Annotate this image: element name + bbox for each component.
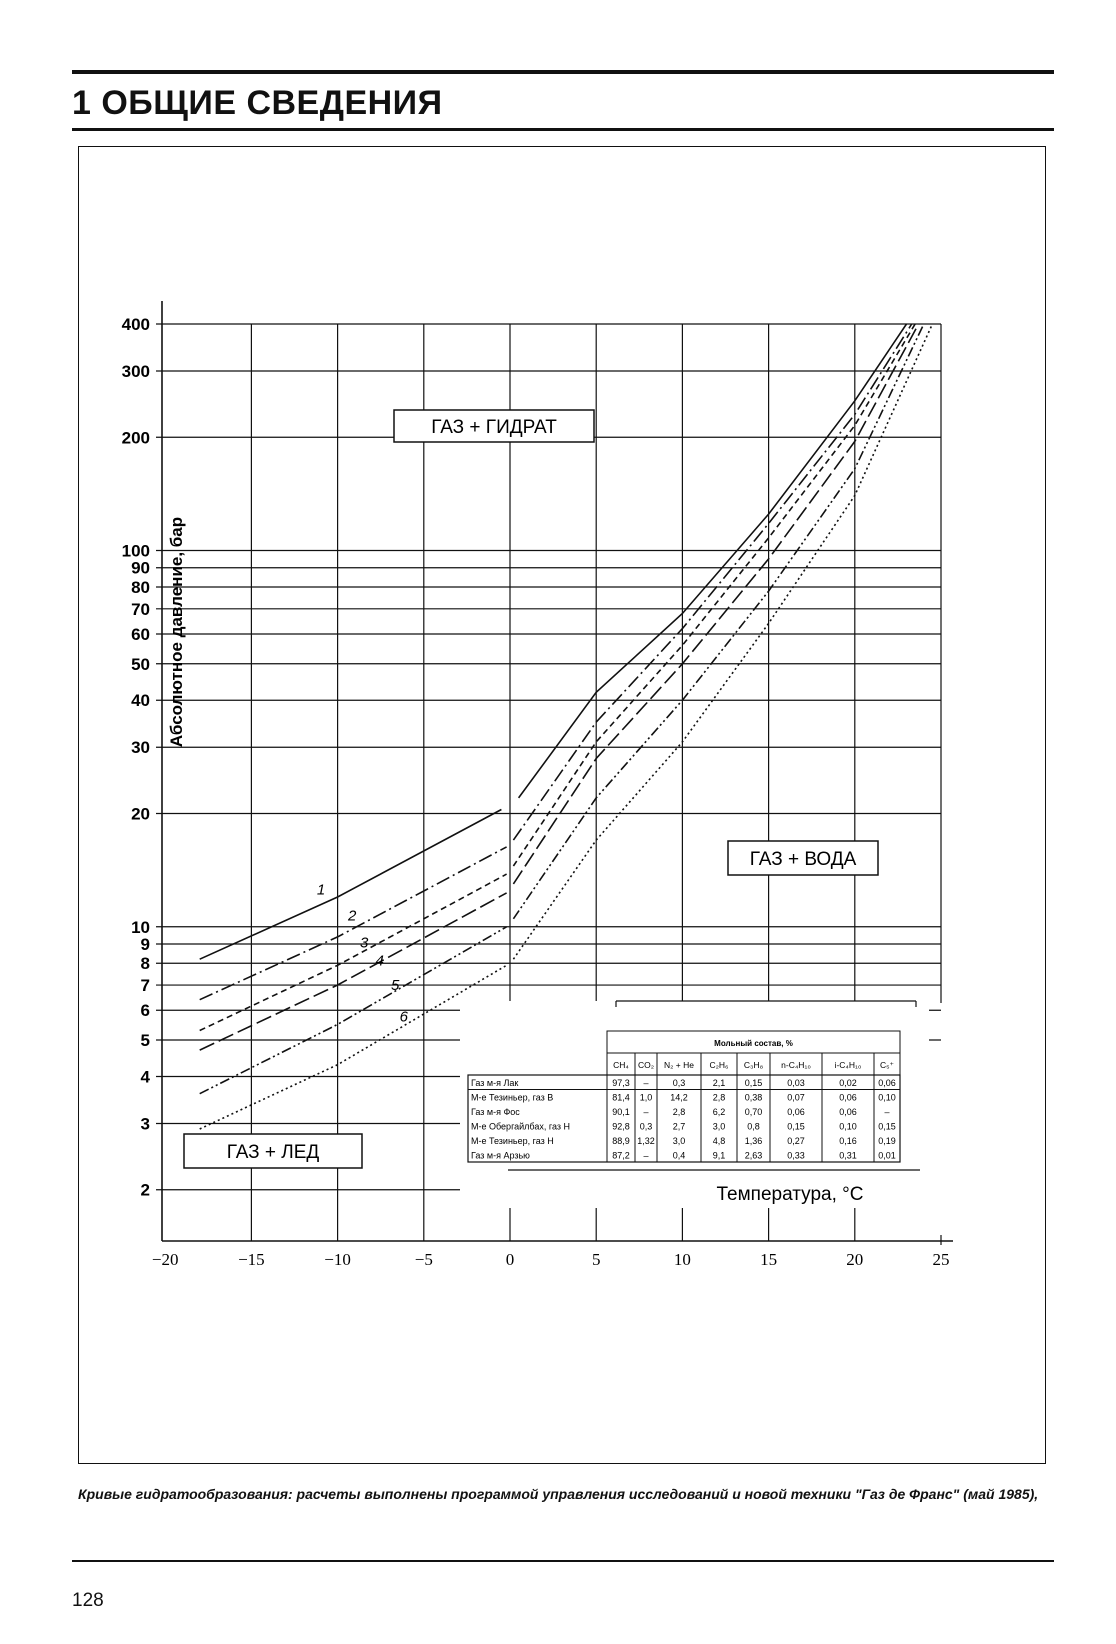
y-tick-label: 400 [121,315,150,334]
page-number: 128 [72,1590,104,1611]
table-super-header: Мольный состав, % [714,1039,793,1048]
hydrate-chart [78,146,1046,1464]
table-column-header: C₅⁺ [879,1060,895,1070]
table-column-header: C₃H₈ [743,1060,764,1070]
y-tick-label: 100 [121,541,150,561]
table-cell: 1,36 [744,1136,763,1146]
table-row-label: Газ м-я Фос [471,1107,520,1117]
y-tick-label: 3 [140,1114,150,1134]
table-backdrop [460,1001,929,1208]
table-cell: 14,2 [670,1092,688,1103]
table-cell: 0,8 [747,1121,760,1132]
table-cell: – [643,1150,649,1161]
figure-caption: Кривые гидратообразования: расчеты выполнены программой управления исследований и новой техники "Газ де Франс" (май 1985), [78,1486,1039,1502]
table-cell: – [643,1078,649,1088]
x-tick-label: −15 [238,1250,265,1269]
table-cell: 0,02 [839,1078,857,1088]
table-cell: 0,07 [787,1092,805,1103]
table-row-label: Газ м-я Арзью [471,1150,530,1161]
table-cell: 0,01 [878,1150,896,1161]
series-2-water [513,324,911,840]
table-cell: 0,38 [744,1092,763,1103]
table-cell: 0,06 [787,1107,805,1117]
x-tick-label: −5 [414,1250,433,1269]
chapter-title: 1 ОБЩИЕ СВЕДЕНИЯ [72,84,443,122]
table-cell: 0,10 [878,1092,896,1103]
table-row-label: М-е Обергайлбах, газ H [471,1121,571,1132]
table-cell: 2,63 [744,1150,763,1161]
table-cell: 0,4 [672,1150,686,1161]
y-tick-label: 8 [140,954,150,974]
table-cell: 0,15 [787,1121,805,1132]
y-tick-label: 50 [131,654,150,674]
series-label-4: 4 [375,952,384,970]
table-cell: 2,1 [712,1078,726,1088]
table-cell: – [884,1107,890,1117]
table-row-label: М-е Тезиньер, газ B [471,1092,554,1103]
table-column-header: C₂H₆ [709,1060,729,1070]
table-cell: 2,8 [672,1107,686,1117]
table-cell: 87,2 [612,1150,630,1161]
series-1-water [519,324,907,798]
x-tick-label: 15 [760,1250,778,1269]
y-axis-label: Абсолютное давление, бар [167,516,186,748]
series-label-6: 6 [399,1008,409,1026]
y-tick-label: 10 [131,917,150,937]
y-tick-label: 90 [131,558,150,578]
table-cell: 0,70 [744,1107,763,1117]
x-tick-label: 25 [932,1250,950,1269]
table-cell: 0,16 [839,1136,857,1146]
y-tick-label: 300 [121,362,150,382]
table-cell: 0,15 [878,1121,896,1132]
table-cell: 1,0 [639,1092,653,1103]
region-gas-hydrate: ГАЗ + ГИДРАТ [431,417,557,438]
table-cell: 0,06 [878,1078,896,1088]
table-cell: 0,10 [839,1121,857,1132]
table-cell: 0,19 [878,1136,896,1146]
table-cell: 2,7 [672,1121,686,1132]
table-cell: 90,1 [612,1107,630,1117]
x-tick-label: −20 [151,1250,179,1269]
table-cell: 0,03 [787,1078,805,1088]
y-tick-label: 200 [121,428,150,448]
series-label-1: 1 [316,881,326,899]
x-tick-label: 5 [591,1250,601,1269]
table-cell: 0,15 [744,1078,763,1088]
y-tick-label: 2 [140,1180,150,1200]
top-rule [72,70,1054,74]
table-column-header: n-C₄H₁₀ [781,1060,811,1070]
table-cell: 3,0 [672,1136,686,1146]
table-cell: – [643,1107,649,1117]
table-column-header: N₂ + He [664,1060,694,1070]
region-gas-ice: ГАЗ + ЛЕД [226,1142,320,1163]
x-tick-label: −10 [324,1250,351,1269]
table-cell: 81,4 [612,1092,630,1103]
table-cell: 6,2 [712,1107,726,1117]
table-cell: 0,3 [672,1078,686,1088]
table-cell: 0,3 [639,1121,653,1132]
series-label-3: 3 [360,934,369,952]
footer-rule [72,1560,1054,1562]
table-cell: 3,0 [712,1121,726,1132]
table-cell: 2,8 [712,1092,726,1103]
table-cell: 0,31 [839,1150,857,1161]
table-column-header: CH₄ [613,1060,629,1070]
table-cell: 1,32 [637,1136,655,1146]
table-cell: 88,9 [612,1136,630,1146]
table-row-label: М-е Тезиньер, газ H [471,1136,554,1146]
series-label-2: 2 [347,907,357,925]
table-cell: 4,8 [712,1136,726,1146]
table-cell: 0,27 [787,1136,805,1146]
y-tick-label: 6 [140,1001,150,1021]
y-tick-label: 5 [140,1031,150,1051]
table-cell: 9,1 [712,1150,726,1161]
table-column-header: i-C₄H₁₀ [834,1060,862,1070]
header-rule [72,128,1054,131]
y-tick-label: 9 [140,934,150,954]
series-label-5: 5 [391,976,400,994]
composition-table [460,1001,929,1208]
table-cell: 92,8 [612,1121,630,1132]
table-cell: 0,33 [787,1150,805,1161]
x-tick-label: 20 [846,1250,864,1269]
x-tick-label: 10 [673,1250,691,1269]
y-tick-label: 40 [131,691,150,711]
y-tick-label: 4 [140,1067,150,1087]
y-tick-label: 60 [131,624,150,644]
y-tick-label: 80 [131,577,150,597]
series-1-ice [200,810,502,960]
x-tick-label: 0 [505,1250,515,1269]
y-tick-label: 7 [140,976,150,996]
table-column-header: CO₂ [637,1060,655,1070]
region-gas-water: ГАЗ + ВОДА [749,849,857,870]
y-tick-label: 30 [131,738,150,758]
table-cell: 0,06 [839,1092,857,1103]
x-axis-label: Температура, °C [716,1184,864,1205]
table-cell: 97,3 [612,1078,630,1088]
y-tick-label: 20 [131,804,150,824]
y-tick-label: 70 [131,599,150,619]
table-row-label: Газ м-я Лак [471,1078,519,1088]
table-cell: 0,06 [839,1107,857,1117]
